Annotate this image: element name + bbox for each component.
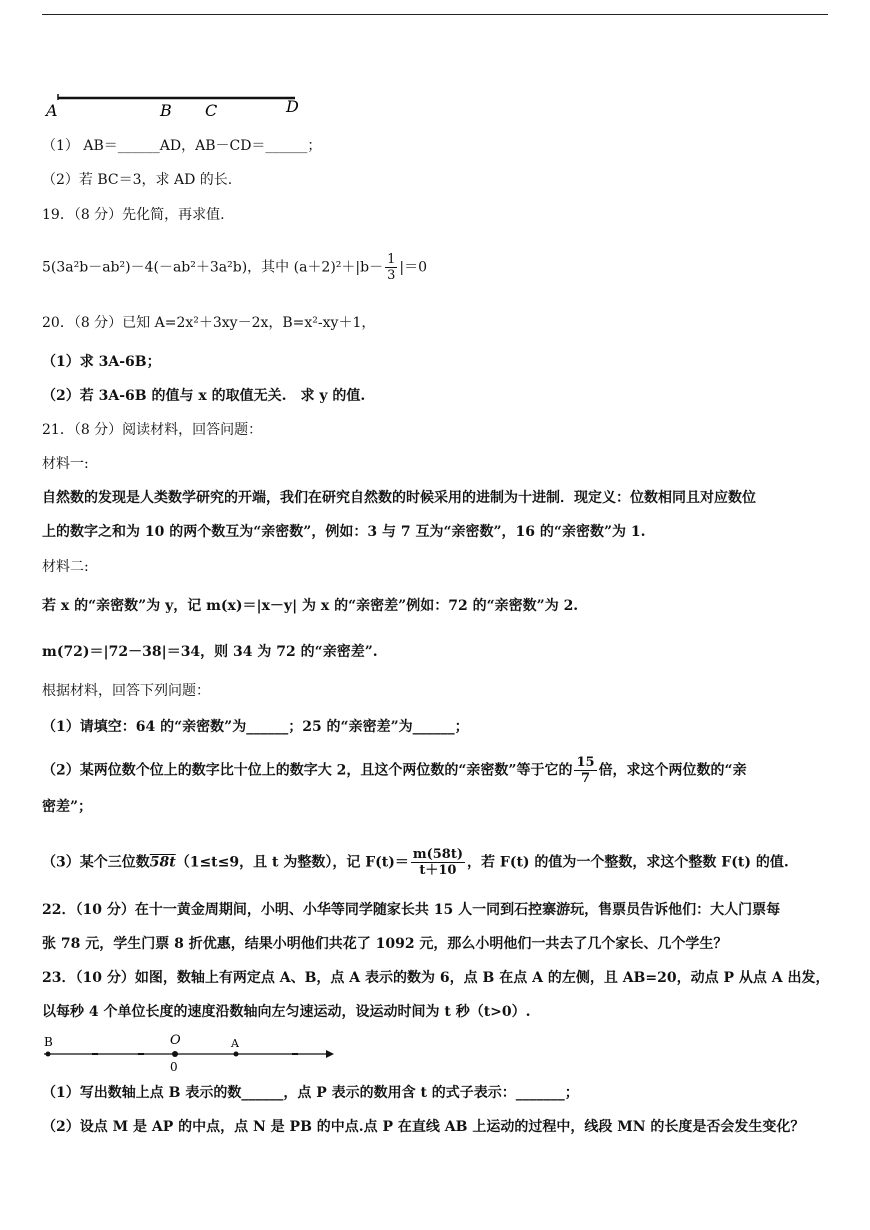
point-a-dot xyxy=(234,1052,239,1057)
q21-p3-text-b: （1≤t≤9，且 t 为整数），记 F(t)＝ xyxy=(175,854,409,871)
q19-frac-num: 1 xyxy=(387,252,396,267)
number-line-arrow xyxy=(326,1050,334,1058)
q18-part1: （1） AB＝______AD，AB－CD＝______； xyxy=(42,138,322,154)
q21-p3-frac-num: m(58t) xyxy=(412,847,464,862)
q21-material1-title: 材料一: xyxy=(42,456,89,472)
q19-frac-den: 3 xyxy=(387,268,396,283)
q21-part1: （1）请填空：64 的“亲密数”为______；25 的“亲密差”为______； xyxy=(42,719,469,735)
number-line-figure xyxy=(40,1030,340,1074)
q19-expr: 5(3a²b－ab²)－4(－ab²＋3a²b)，其中 (a＋2)²＋|b－ xyxy=(42,259,384,276)
point-o-dot xyxy=(172,1051,178,1057)
q19-expression xyxy=(42,252,427,283)
q20-part1: （1）求 3A-6B； xyxy=(42,354,161,370)
segment-figure xyxy=(40,88,320,124)
point-b-dot xyxy=(46,1052,51,1057)
segment-label-a: A xyxy=(46,101,58,120)
q21-p3-text-a: （3）某个三位数 xyxy=(42,854,150,871)
q21-p3-frac-den: t＋10 xyxy=(419,863,457,878)
q21-p3-text-c: ，若 F(t) 的值为一个整数，求这个整数 F(t) 的值. xyxy=(467,854,789,871)
q19-header: 19．（8 分）先化简，再求值. xyxy=(42,207,225,223)
q21-part2-line1 xyxy=(42,755,747,786)
segment-label-d: D xyxy=(286,97,299,116)
segment-label-b: B xyxy=(160,101,172,120)
q21-material2-title: 材料二: xyxy=(42,559,89,575)
q19-expr-tail: |＝0 xyxy=(399,259,427,276)
q21-p2-frac-den: 7 xyxy=(580,771,591,786)
q21-header: 21．（8 分）阅读材料，回答问题： xyxy=(42,422,263,438)
q21-p3-fraction xyxy=(411,847,465,878)
q22-line2: 张 78 元，学生门票 8 折优惠，结果小明他们共花了 1092 元，那么小明他们一共去了几个家长、几个学生？ xyxy=(42,936,728,952)
q23-line1: 23．（10 分）如图，数轴上有两定点 A、B，点 A 表示的数为 6，点 B 在点 A 的左侧，且 AB=20，动点 P 从点 A 出发， xyxy=(42,970,830,986)
segment-label-c: C xyxy=(205,101,218,120)
q18-part2: （2）若 BC＝3，求 AD 的长. xyxy=(42,172,233,188)
point-a-label: A xyxy=(231,1037,239,1050)
q21-material1-line2: 上的数字之和为 10 的两个数互为“亲密数”，例如：3 与 7 互为“亲密数”，16 的“亲密数”为 1. xyxy=(42,524,646,540)
q20-part2: （2）若 3A-6B 的值与 x 的取值无关. 求 y 的值. xyxy=(42,388,366,404)
q21-part2-line2: 密差”； xyxy=(42,799,93,815)
q21-material1-line1: 自然数的发现是人类数学研究的开端，我们在研究自然数的时候采用的进制为十进制．现定义：位数相同且对应数位 xyxy=(42,490,756,506)
origin-zero-label: 0 xyxy=(170,1060,178,1074)
q19-fraction xyxy=(385,252,397,283)
q23-part1: （1）写出数轴上点 B 表示的数______，点 P 表示的数用含 t 的式子表示：_______； xyxy=(42,1085,579,1101)
q22-line1: 22．（10 分）在十一黄金周期间，小明、小华等同学随家长共 15 人一同到石控寨游玩，售票员告诉他们：大人门票每 xyxy=(42,902,781,918)
top-rule xyxy=(42,14,828,15)
q21-material2-line2: m(72)＝|72－38|＝34，则 34 为 72 的“亲密差”. xyxy=(42,644,378,660)
q20-header: 20．（8 分）已知 A=2x²＋3xy－2x，B=x²-xy＋1， xyxy=(42,315,376,331)
q21-p3-overline-number: 58t xyxy=(149,854,176,871)
q21-material2-line1: 若 x 的“亲密数”为 y，记 m(x)＝|x－y| 为 x 的“亲密差”例如：72 的“亲密数”为 2. xyxy=(42,598,579,614)
q21-p2-frac-num: 15 xyxy=(576,755,595,770)
q21-p2-fraction xyxy=(574,755,596,786)
q23-part2: （2）设点 M 是 AP 的中点，点 N 是 PB 的中点.点 P 在直线 AB 上运动的过程中，线段 MN 的长度是否会发生变化？ xyxy=(42,1119,805,1135)
point-b-label: B xyxy=(44,1035,53,1049)
q21-part3 xyxy=(42,847,789,878)
q21-ask: 根据材料，回答下列问题： xyxy=(42,683,210,699)
q21-p2-text-a: （2）某两位数个位上的数字比十位上的数字大 2，且这个两位数的“亲密数”等于它的 xyxy=(42,762,573,779)
point-o-label: O xyxy=(170,1033,181,1048)
q23-line2: 以每秒 4 个单位长度的速度沿数轴向左匀速运动，设运动时间为 t 秒（t>0）. xyxy=(42,1004,531,1020)
q21-p2-text-b: 倍，求这个两位数的“亲 xyxy=(598,762,747,779)
